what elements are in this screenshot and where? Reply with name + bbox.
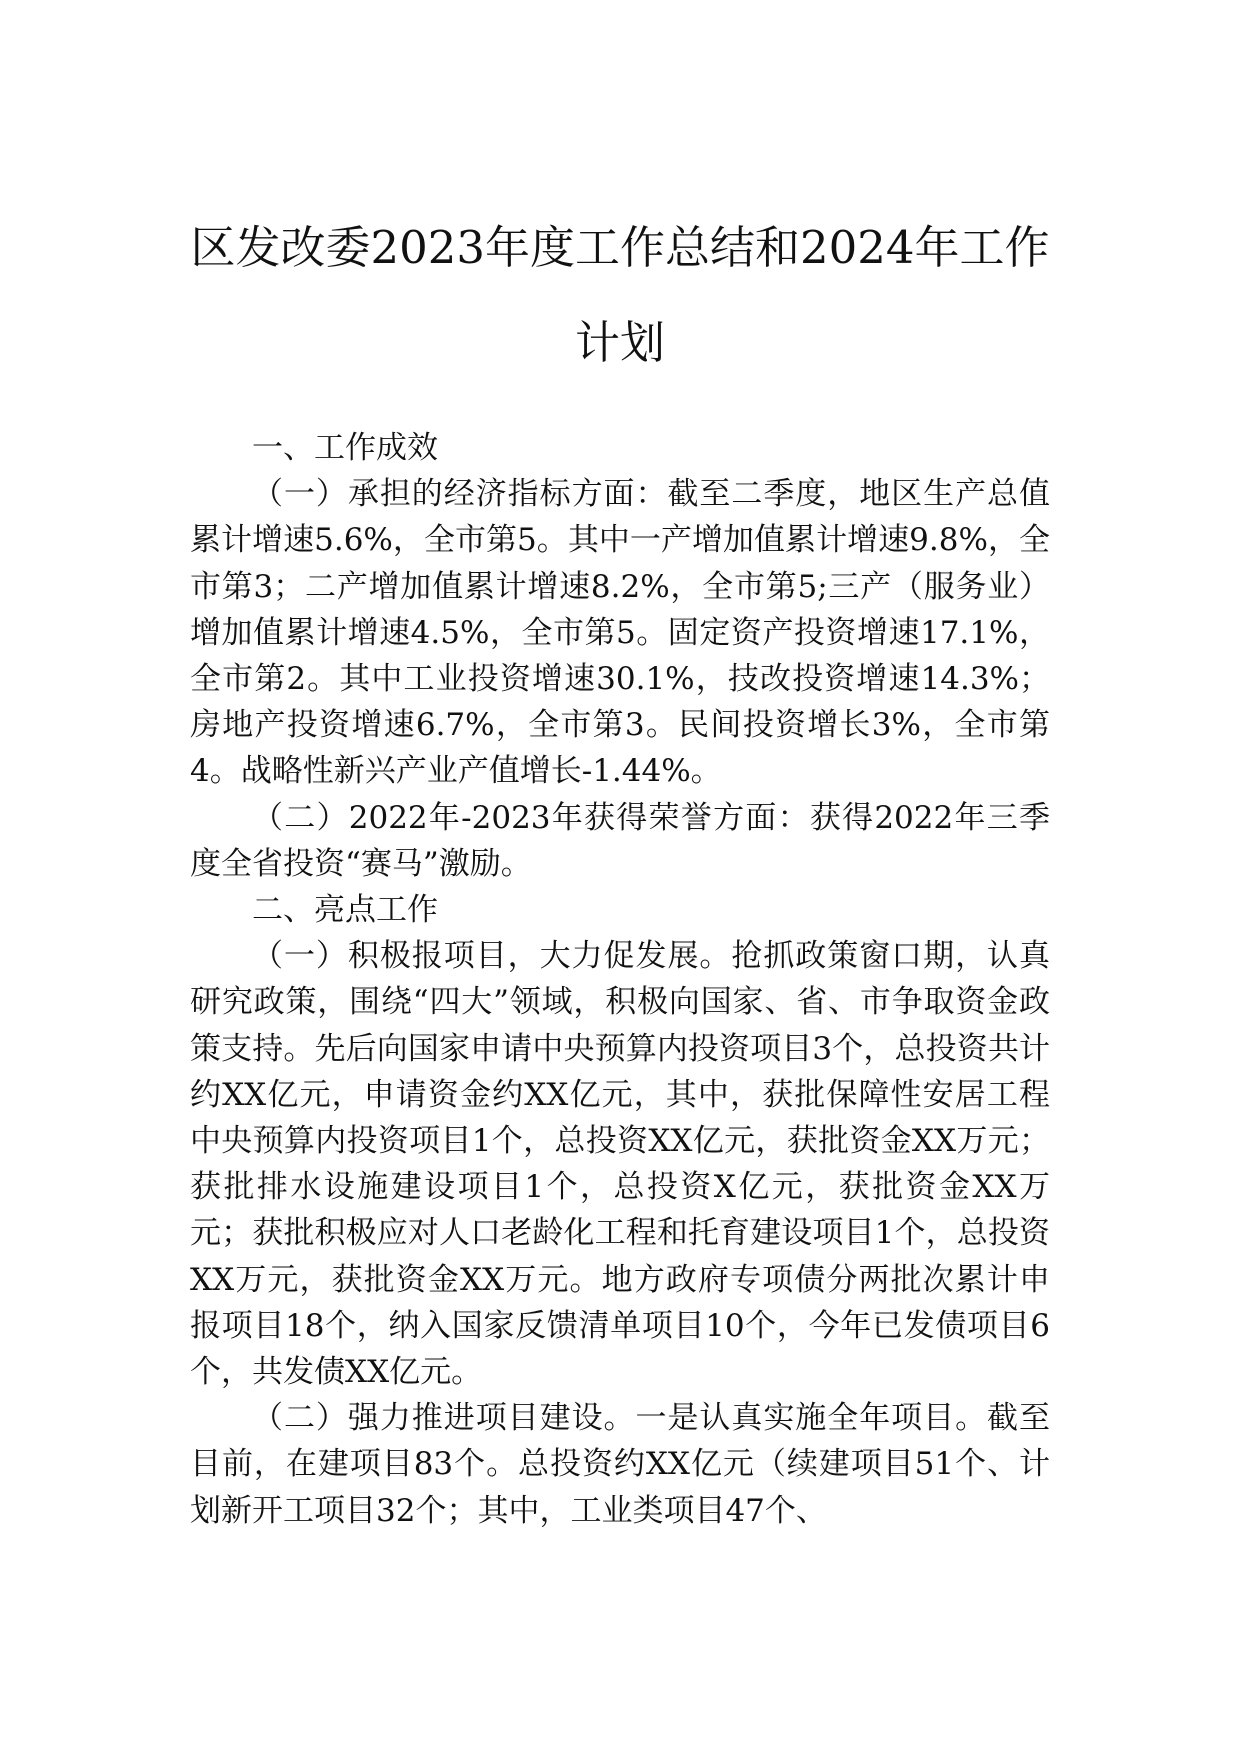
title-line-2: 计划 (574, 316, 665, 369)
paragraph: （一）积极报项目，大力促发展。抢抓政策窗口期，认真研究政策，围绕“四大”领域，积极向国家、省、市争取资金政策支持。先后向国家申请中央预算内投资项目3个，总投资共计约XX亿元，申请资金约XX亿元，其中，获批保障性安居工程中央预算内投资项目1个，总投资XX亿元，获批资金XX万元；获批排水设施建设项目1个，总投资X亿元，获批资金XX万元；获批积极应对人口老龄化工程和托育建设项目1个，总投资XX万元，获批资金XX万元。地方政府专项债分两批次累计申报项目18个，纳入国家反馈清单项目10个，今年已发债项目6个，共发债XX亿元。 (190, 938, 1050, 1391)
document-body (190, 425, 1050, 1534)
document-title (150, 200, 1090, 390)
paragraph: （二）强力推进项目建设。一是认真实施全年项目。截至目前，在建项目83个。总投资约XX亿元（续建项目51个、计划新开工项目32个；其中，工业类项目47个、 (190, 1400, 1050, 1529)
title-line-1: 区发改委2023年度工作总结和2024年工作 (190, 221, 1050, 274)
paragraph: （一）承担的经济指标方面：截至二季度，地区生产总值累计增速5.6%，全市第5。其中一产增加值累计增速9.8%，全市第3；二产增加值累计增速8.2%，全市第5;三产（服务业）增加值累计增速4.5%，全市第5。固定资产投资增速17.1%，全市第2。其中工业投资增速30.1%，技改投资增速14.3%；房地产投资增速6.7%，全市第3。民间投资增长3%，全市第4。战略性新兴产业产值增长-1.44%。 (190, 476, 1050, 790)
section-heading-2: 二、亮点工作 (252, 892, 438, 929)
paragraph: （二）2022年-2023年获得荣誉方面：获得2022年三季度全省投资“赛马”激励。 (190, 799, 1050, 882)
section-heading-1: 一、工作成效 (252, 430, 438, 466)
